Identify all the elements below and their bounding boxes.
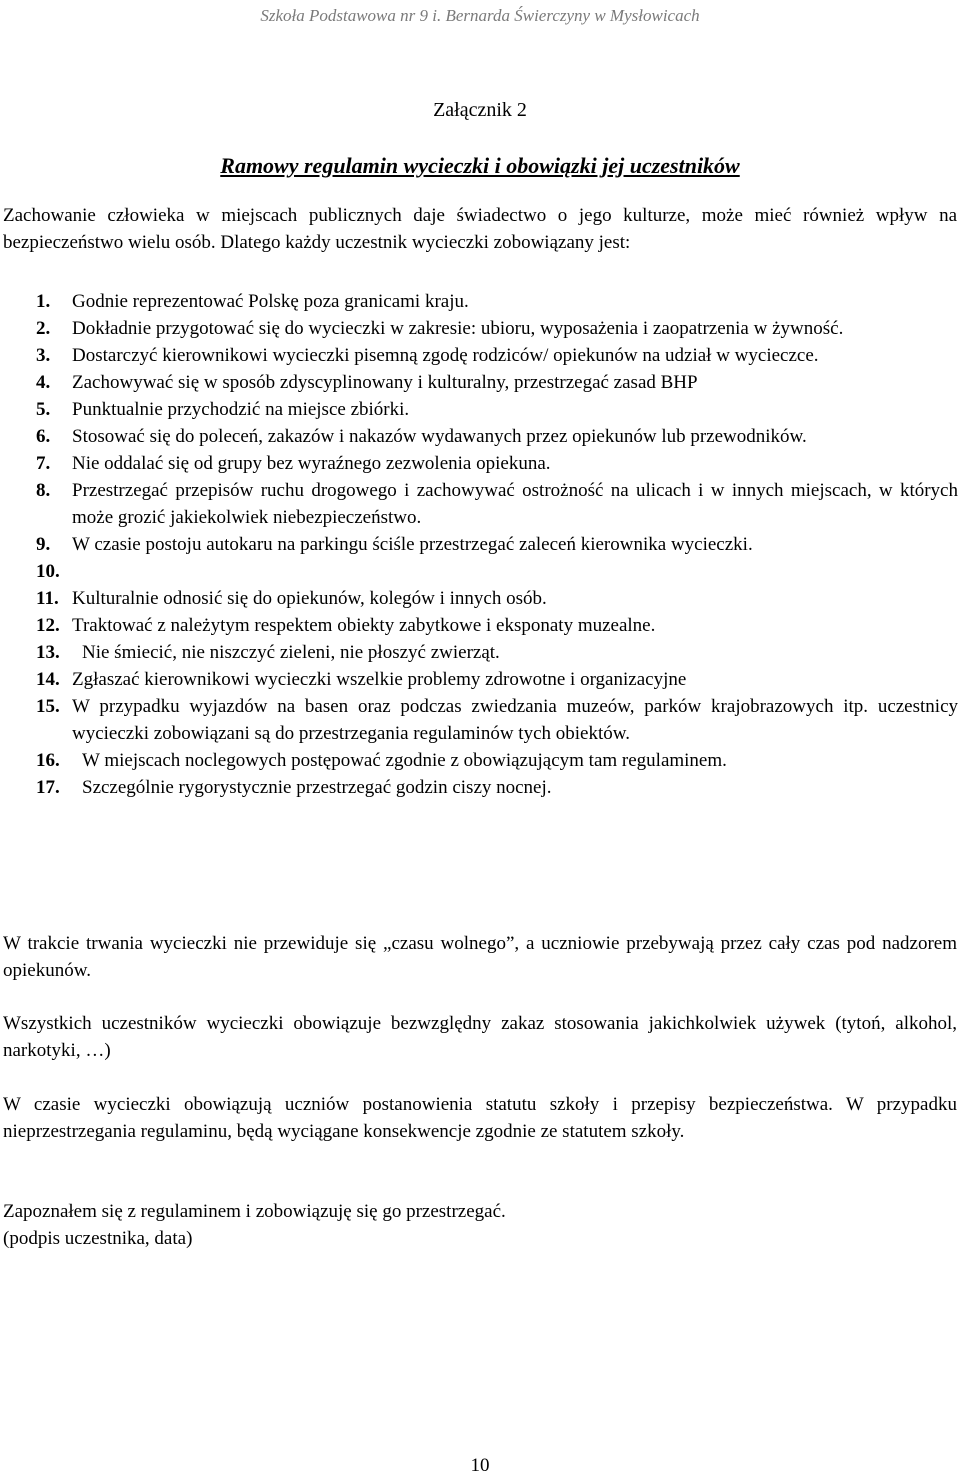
rules-list: [36, 288, 958, 801]
annex-label: Załącznik 2: [433, 99, 527, 121]
rule-number: 6.: [36, 426, 51, 447]
rule-number: 16.: [36, 750, 60, 771]
substances-paragraph: Wszystkich uczestników wycieczki obowiązuje bezwzględny zakaz stosowania jakichkolwiek używek (tytoń, alkohol, narkotyki, …): [3, 1013, 957, 1061]
rule-text: Przestrzegać przepisów ruchu drogowego i zachowywać ostrożność na ulicach i w innych miejscach, w których może grozić jakiekolwiek niebezpieczeństwo.: [72, 480, 958, 528]
rule-number: 7.: [36, 453, 51, 474]
rule-item: [36, 666, 958, 693]
rule-number: 17.: [36, 777, 60, 798]
rule-text: Dostarczyć kierownikowi wycieczki pisemną zgodę rodziców/ opiekunów na udział w wycieczce.: [72, 345, 819, 366]
rule-text: Traktować z należytym respektem obiekty zabytkowe i eksponaty muzealne.: [72, 615, 656, 636]
acknowledgement-text: Zapoznałem się z regulaminem i zobowiązuję się go przestrzegać.: [3, 1201, 506, 1222]
acknowledgement-block: [3, 1198, 957, 1252]
rule-item: [36, 639, 958, 666]
rule-item: [36, 558, 958, 585]
rule-item: [36, 585, 958, 612]
rule-text: Dokładnie przygotować się do wycieczki w zakresie: ubioru, wyposażenia i zaopatrzenia w żywność.: [72, 318, 844, 339]
rule-number: 12.: [36, 615, 60, 636]
rule-number: 8.: [36, 480, 51, 501]
rule-item: [36, 288, 958, 315]
page-number: 10: [470, 1455, 490, 1476]
rule-number: 11.: [36, 588, 59, 609]
rule-text: Szczególnie rygorystycznie przestrzegać godzin ciszy nocnej.: [82, 777, 552, 798]
rule-number: 9.: [36, 534, 51, 555]
rule-item: [36, 693, 958, 747]
rule-text: W czasie postoju autokaru na parkingu ściśle przestrzegać zaleceń kierownika wycieczki.: [72, 534, 753, 555]
document-title: Ramowy regulamin wycieczki i obowiązki jej uczestników: [220, 153, 740, 178]
rule-number: 1.: [36, 291, 51, 312]
rule-item: [36, 774, 958, 801]
rule-text: Stosować się do poleceń, zakazów i nakazów wydawanych przez opiekunów lub przewodników.: [72, 426, 807, 447]
free-time-paragraph: W trakcie trwania wycieczki nie przewiduje się „czasu wolnego”, a uczniowie przebywają przez cały czas pod nadzorem opiekunów.: [3, 933, 957, 981]
intro-paragraph: Zachowanie człowieka w miejscach publicznych daje świadectwo o jego kulturze, może mieć również wpływ na bezpieczeństwo wielu osób. Dlatego każdy uczestnik wycieczki zobowiązany jest:: [3, 205, 957, 253]
rule-item: [36, 396, 958, 423]
statute-paragraph: W czasie wycieczki obowiązują uczniów postanowienia statutu szkoły i przepisy bezpieczeństwa. W przypadku nieprzestrzegania regulaminu, będą wyciągane konsekwencje zgodnie ze statutem szkoły.: [3, 1094, 957, 1142]
rule-text: W miejscach noclegowych postępować zgodnie z obowiązującym tam regulaminem.: [82, 750, 727, 771]
page-header: Szkoła Podstawowa nr 9 i. Bernarda Świerczyny w Mysłowicach: [260, 6, 700, 25]
rule-item: [36, 369, 958, 396]
rule-item: [36, 612, 958, 639]
rule-text: Nie oddalać się od grupy bez wyraźnego zezwolenia opiekuna.: [72, 453, 551, 474]
rule-text: Punktualnie przychodzić na miejsce zbiórki.: [72, 399, 410, 420]
rule-item: [36, 423, 958, 450]
rule-number: 4.: [36, 372, 51, 393]
rule-number: 3.: [36, 345, 51, 366]
rule-item: [36, 747, 958, 774]
rule-text: Kulturalnie odnosić się do opiekunów, kolegów i innych osób.: [72, 588, 547, 609]
rule-number: 5.: [36, 399, 51, 420]
signature-caption: (podpis uczestnika, data): [3, 1228, 193, 1249]
rule-number: 2.: [36, 318, 51, 339]
rule-item: [36, 342, 958, 369]
rule-item: [36, 531, 958, 558]
rule-text: Zgłaszać kierownikowi wycieczki wszelkie problemy zdrowotne i organizacyjne: [72, 669, 687, 690]
rule-number: 15.: [36, 696, 60, 717]
rule-item: [36, 477, 958, 531]
rule-item: [36, 450, 958, 477]
rule-text: Godnie reprezentować Polskę poza granicami kraju.: [72, 291, 469, 312]
rule-number: 10.: [36, 561, 60, 582]
rule-number: 14.: [36, 669, 60, 690]
rule-text: W przypadku wyjazdów na basen oraz podczas zwiedzania muzeów, parków krajobrazowych itp. uczestnicy wycieczki zobowiązani są do przestrzegania regulaminów tych obiektów.: [72, 696, 958, 744]
rule-text: Zachowywać się w sposób zdyscyplinowany i kulturalny, przestrzegać zasad BHP: [72, 372, 698, 393]
rule-item: [36, 315, 958, 342]
rule-text: Nie śmiecić, nie niszczyć zieleni, nie płoszyć zwierząt.: [82, 642, 500, 663]
rule-number: 13.: [36, 642, 60, 663]
